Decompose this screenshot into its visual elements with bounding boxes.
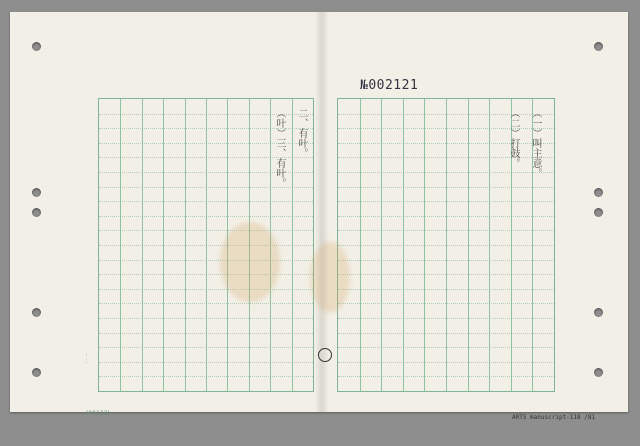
binder-hole (32, 208, 41, 217)
grid-row-line (338, 274, 554, 275)
binder-hole (594, 188, 603, 197)
handwriting-column: （叶）三、有叶。 (274, 108, 285, 188)
circled-mark (318, 348, 332, 362)
manuscript-sheet (10, 12, 628, 417)
grid-row-line (99, 289, 313, 290)
grid-row-line (99, 318, 313, 319)
form-code: (00123) (86, 410, 110, 417)
serial-number: №002121 (360, 78, 419, 93)
grid-row-line (338, 128, 554, 129)
grid-row-line (338, 230, 554, 231)
grid-row-line (338, 303, 554, 304)
binder-hole (594, 42, 603, 51)
grid-row-line (338, 172, 554, 173)
water-stain (310, 242, 350, 312)
grid-row-line (338, 333, 554, 334)
grid-row-line (99, 260, 313, 261)
grid-row-line (99, 376, 313, 377)
grid-row-line (338, 347, 554, 348)
grid-row-line (338, 260, 554, 261)
water-stain (220, 222, 280, 302)
handwriting-column: 二、有叶。 (296, 108, 307, 158)
grid-row-line (338, 318, 554, 319)
binder-hole (32, 308, 41, 317)
publisher-mark: · · · (82, 354, 89, 364)
grid-row-line (338, 289, 554, 290)
grid-row-line (338, 143, 554, 144)
binder-hole (32, 42, 41, 51)
grid-row-line (338, 187, 554, 188)
grid-row-line (99, 245, 313, 246)
grid-row-line (338, 362, 554, 363)
binder-hole (32, 188, 41, 197)
grid-row-line (99, 274, 313, 275)
archive-label: ARTS manuscript-118 /81 (512, 414, 596, 421)
binder-hole (32, 368, 41, 377)
grid-row-line (338, 216, 554, 217)
handwriting-column: （二）打鼓。 (508, 108, 519, 168)
grid-row-line (338, 376, 554, 377)
binder-hole (594, 308, 603, 317)
grid-row-line (338, 245, 554, 246)
grid-row-line (99, 216, 313, 217)
grid-row-line (99, 362, 313, 363)
binder-hole (594, 208, 603, 217)
grid-row-line (338, 114, 554, 115)
grid-row-line (99, 201, 313, 202)
grid-row-line (338, 201, 554, 202)
handwriting-column: （一）叫主意。 (530, 108, 541, 178)
grid-row-line (338, 157, 554, 158)
grid-row-line (99, 347, 313, 348)
grid-row-line (99, 303, 313, 304)
binder-hole (594, 368, 603, 377)
right-grid (337, 98, 555, 392)
grid-row-line (99, 230, 313, 231)
grid-row-line (99, 333, 313, 334)
